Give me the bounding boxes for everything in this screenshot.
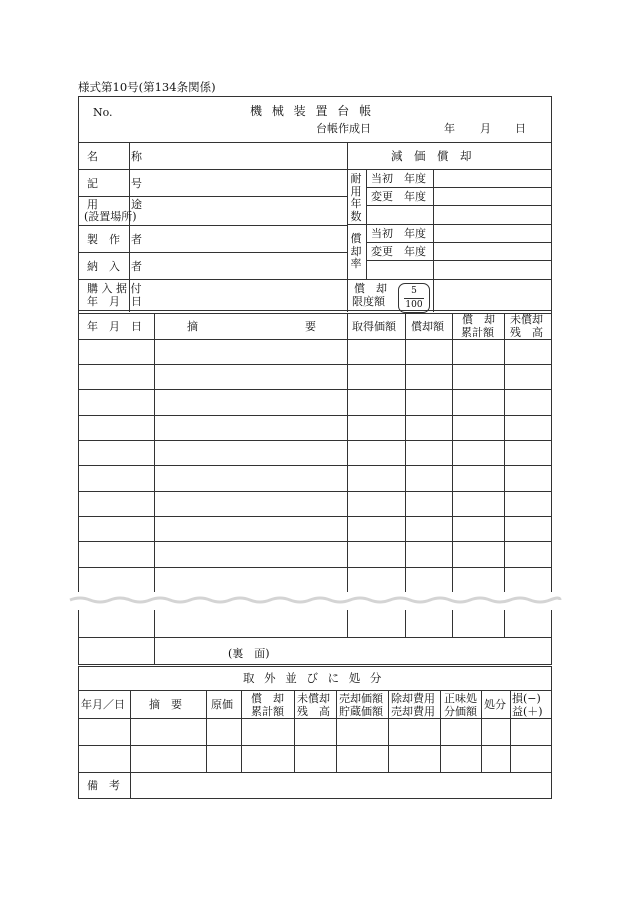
fraction-numerator: 5 [411,286,417,296]
profit-loss-header-1: 損(−) [512,692,541,705]
ledger-date-header: 年 月 日 [87,320,142,333]
header-year-label: 年 [444,122,455,135]
disposal-cost-header: 原価 [211,698,233,711]
life-changed-year: 変更 年度 [371,190,426,203]
limit-label-line1: 償 却 [354,282,387,295]
unamortized-header-1: 未償却 [510,313,543,326]
disposal-net-header-2: 分価額 [444,705,477,718]
fraction-bar [404,298,424,299]
location-label: (設置場所) [84,210,137,223]
rate-initial-year: 当初 年度 [371,227,426,240]
accumulated-header-2: 累計額 [461,326,494,339]
depreciation-amount-header: 償却額 [411,320,444,333]
limit-label-line2: 限度額 [352,295,385,308]
disposal-removal-header-1: 除却費用 [391,692,435,705]
depreciation-rate-label: 償却率 [350,232,362,270]
install-label-line1: 購 入 据 付 [87,282,142,295]
disposal-handling-header: 処分 [484,698,506,711]
disposal-unamort-header-1: 未償却 [297,692,330,705]
remarks-label: 備 考 [87,779,120,792]
header-month-label: 月 [480,122,491,135]
disposal-summary-header: 摘 要 [149,698,182,711]
disposal-sale-header-1: 売却価額 [339,692,383,705]
depreciation-title: 減 価 償 却 [391,149,472,163]
limit-fraction [398,283,430,313]
acquisition-header: 取得価額 [352,320,396,333]
profit-loss-header-2: 益(＋) [512,705,543,718]
disposal-removal-header-2: 売却費用 [391,705,435,718]
front-frame [79,97,552,665]
form-caption: 様式第10号(第134条関係) [78,80,216,94]
back-side-label: (裏 面) [228,647,270,660]
disposal-sale-header-2: 貯蔵価額 [339,705,383,718]
disposal-date-header: 年月／日 [81,698,125,711]
useful-life-label: 耐用年数 [350,172,362,223]
install-label-line2: 年 月 日 [87,295,142,308]
ledger-summary-header-2: 要 [305,320,316,333]
ledger-title: 機 械 装 置 台 帳 [250,104,375,118]
use-label: 用 途 [87,198,142,211]
disposal-title: 取 外 並 び に 処 分 [243,671,385,685]
disposal-accum-header-1: 償 却 [251,692,284,705]
fraction-denominator: 100 [405,300,423,310]
ledger-summary-header-1: 摘 [187,320,198,333]
ledger-created-label: 台帳作成日 [316,122,371,135]
disposal-net-header-1: 正味処 [444,692,477,705]
unamortized-header-2: 残 高 [510,326,543,339]
accumulated-header-1: 償 却 [462,313,495,326]
rate-changed-year: 変更 年度 [371,245,426,258]
number-label: No. [93,106,113,119]
maker-label: 製 作 者 [87,233,142,246]
disposal-accum-header-2: 累計額 [251,705,284,718]
symbol-label: 記 号 [87,177,142,190]
life-initial-year: 当初 年度 [371,172,426,185]
supplier-label: 納 入 者 [87,260,142,273]
name-label: 名 称 [87,150,142,163]
disposal-unamort-header-2: 残 高 [297,705,330,718]
header-day-label: 日 [515,122,526,135]
